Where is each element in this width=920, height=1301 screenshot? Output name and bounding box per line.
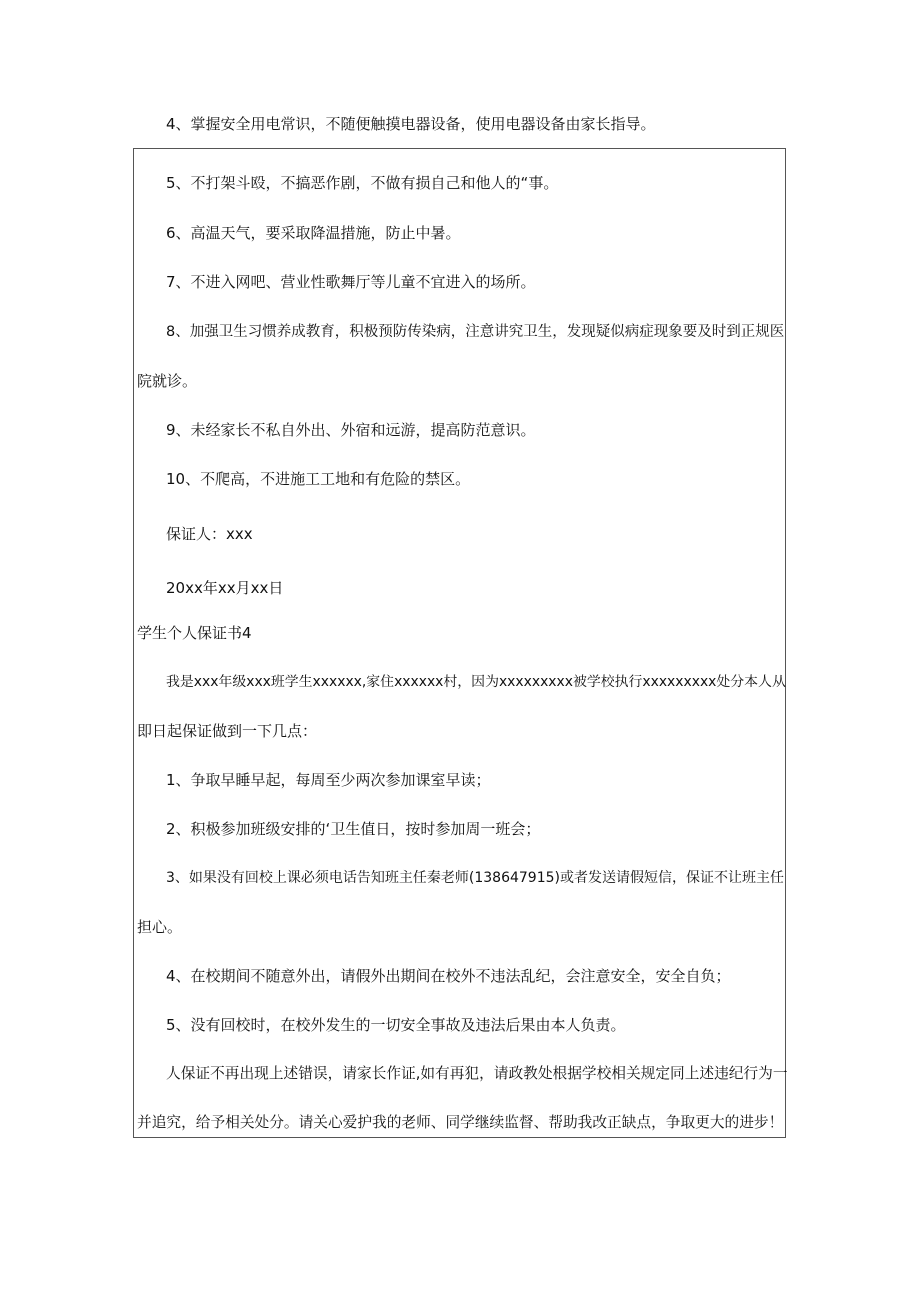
pledge-item-2: 2、积极参加班级安排的‘卫生值日，按时参加周一班会； bbox=[166, 820, 541, 838]
safety-item-4: 4、掌握安全用电常识，不随便触摸电器设备，使用电器设备由家长指导。 bbox=[166, 115, 656, 133]
safety-item-7: 7、不进入网吧、营业性歌舞厅等儿童不宜进入的场所。 bbox=[166, 273, 536, 291]
guarantor-line: 保证人：xxx bbox=[166, 525, 253, 543]
safety-item-6: 6、高温天气，要采取降温措施，防止中暑。 bbox=[166, 224, 461, 242]
safety-item-10: 10、不爬高，不进施工工地和有危险的禁区。 bbox=[166, 470, 471, 488]
pledge-item-4: 4、在校期间不随意外出，请假外出期间在校外不违法乱纪，会注意安全，安全自负； bbox=[166, 967, 731, 985]
intro-line-1: 我是xxx年级xxx班学生xxxxxx,家住xxxxxx村，因为xxxxxxxxx被学校执行xxxxxxxxx处分本人从 bbox=[166, 674, 786, 690]
closing-line-1: 人保证不再出现上述错误，请家长作证,如有再犯，请政教处根据学校相关规定同上述违纪行为一 bbox=[166, 1065, 788, 1082]
safety-item-9: 9、未经家长不私自外出、外宿和远游，提高防范意识。 bbox=[166, 421, 536, 439]
safety-item-8-cont: 院就诊。 bbox=[137, 372, 198, 390]
content-frame bbox=[133, 148, 786, 1138]
section-title: 学生个人保证书4 bbox=[137, 624, 252, 642]
intro-line-2: 即日起保证做到一下几点： bbox=[137, 722, 318, 740]
pledge-item-5: 5、没有回校时，在校外发生的一切安全事故及违法后果由本人负责。 bbox=[166, 1016, 626, 1034]
pledge-item-1: 1、争取早睡早起，每周至少两次参加课室早读； bbox=[166, 771, 491, 789]
safety-item-8: 8、加强卫生习惯养成教育，积极预防传染病，注意讲究卫生，发现疑似病症现象要及时到正规医 bbox=[166, 324, 785, 340]
safety-item-5: 5、不打架斗殴，不搞恶作剧，不做有损自己和他人的“事。 bbox=[166, 174, 559, 192]
closing-line-2: 并追究，给予相关处分。请关心爱护我的老师、同学继续监督、帮助我改正缺点，争取更大的进步！ bbox=[137, 1114, 784, 1131]
pledge-item-3-cont: 担心。 bbox=[137, 918, 183, 936]
pledge-item-3: 3、如果没有回校上课必须电话告知班主任秦老师(138647915)或者发送请假短信，保证不让班主任 bbox=[166, 870, 784, 886]
date-line: 20xx年xx月xx日 bbox=[166, 579, 284, 597]
